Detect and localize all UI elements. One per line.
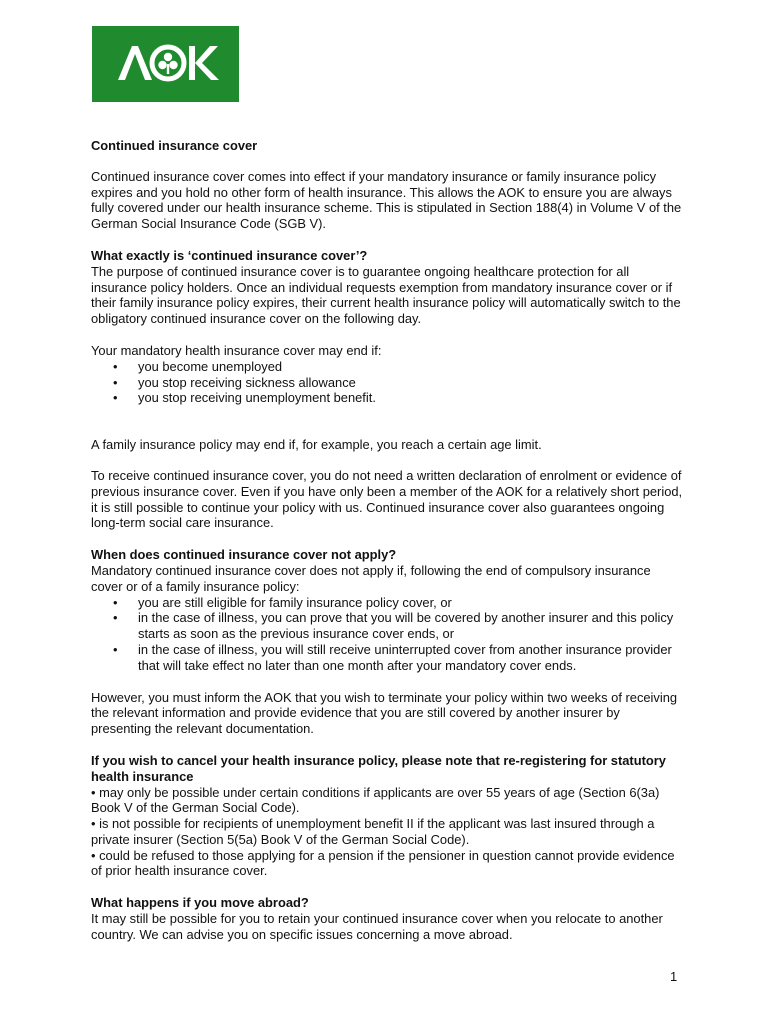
- section-heading-what-is: What exactly is ‘continued insurance cover’?: [91, 247, 368, 263]
- however-paragraph: However, you must inform the AOK that you wish to terminate your policy within two weeks of receiving the relevant information and provide evidence that you are still covered by another insurer by presenting the relevant documentation.: [91, 689, 678, 737]
- mandatory-end-list: [91, 359, 683, 406]
- document-body: [91, 138, 683, 943]
- intro-paragraph: Continued insurance cover comes into effect if your mandatory insurance or family insurance policy expires and you hold no other form of health insurance. This allows the AOK to ensure you are always fully covered under our health insurance scheme. This is stipulated in Section 188(4) in Volume V of the German Social Insurance Code (SGB V).: [91, 168, 682, 232]
- list-item: • you stop receiving unemployment benefit.: [91, 390, 683, 406]
- aok-logo: [92, 26, 239, 102]
- list-item: • in the case of illness, you can prove that you will be covered by another insurer and this policy starts as soon as the previous insurance cover ends, or: [91, 610, 683, 642]
- cancel-point: • could be refused to those applying for a pension if the pensioner in question cannot provide evidence of prior health insurance cover.: [91, 847, 675, 879]
- not-apply-intro: Mandatory continued insurance cover does not apply if, following the end of compulsory insurance cover or of a family insurance policy:: [91, 562, 651, 594]
- section-heading-cancel: If you wish to cancel your health insurance policy, please note that re-registering for statutory health insurance: [91, 752, 666, 784]
- document-title: Continued insurance cover: [91, 138, 258, 153]
- not-apply-list: [91, 595, 683, 674]
- list-item: • you stop receiving sickness allowance: [91, 375, 683, 391]
- mandatory-end-intro: Your mandatory health insurance cover may end if:: [91, 342, 382, 358]
- section-heading-abroad: What happens if you move abroad?: [91, 895, 309, 911]
- page-number: 1: [670, 969, 678, 984]
- section-text-what-is: The purpose of continued insurance cover is to guarantee ongoing healthcare protection for all insurance policy holders. Once an individual requests exemption from mandatory insurance cover or if their family insurance policy expires, their current health insurance policy will automatically switch to the obligatory continued insurance cover on the following day.: [91, 263, 681, 327]
- abroad-paragraph: It may still be possible for you to retain your continued insurance cover when you relocate to another country. We can advise you on specific issues concerning a move abroad.: [91, 911, 663, 942]
- cancel-point: • may only be possible under certain conditions if applicants are over 55 years of age (Section 6(3a) Book V of the German Social Code).: [91, 784, 660, 816]
- list-item: • you are still eligible for family insurance policy cover, or: [91, 595, 683, 611]
- family-insurance-paragraph: A family insurance policy may end if, for example, you reach a certain age limit.: [91, 437, 542, 453]
- list-item: • you become unemployed: [91, 359, 683, 375]
- cancel-point: • is not possible for recipients of unemployment benefit II if the applicant was last insured through a private insurer (Section 5(5a) Book V of the German Social Code).: [91, 816, 655, 847]
- list-item: • in the case of illness, you will still receive uninterrupted cover from another insurance provider that will take effect no later than one month after your mandatory cover ends.: [91, 642, 683, 674]
- receive-cover-paragraph: To receive continued insurance cover, you do not need a written declaration of enrolment or evidence of previous insurance cover. Even if you have only been a member of the AOK for a relatively short period, it is still possible to continue your policy with us. Continued insurance cover also guarantees ongoing long-term social care insurance.: [91, 467, 683, 531]
- section-heading-not-apply: When does continued insurance cover not apply?: [91, 547, 397, 563]
- aok-logo-mark: [92, 26, 239, 102]
